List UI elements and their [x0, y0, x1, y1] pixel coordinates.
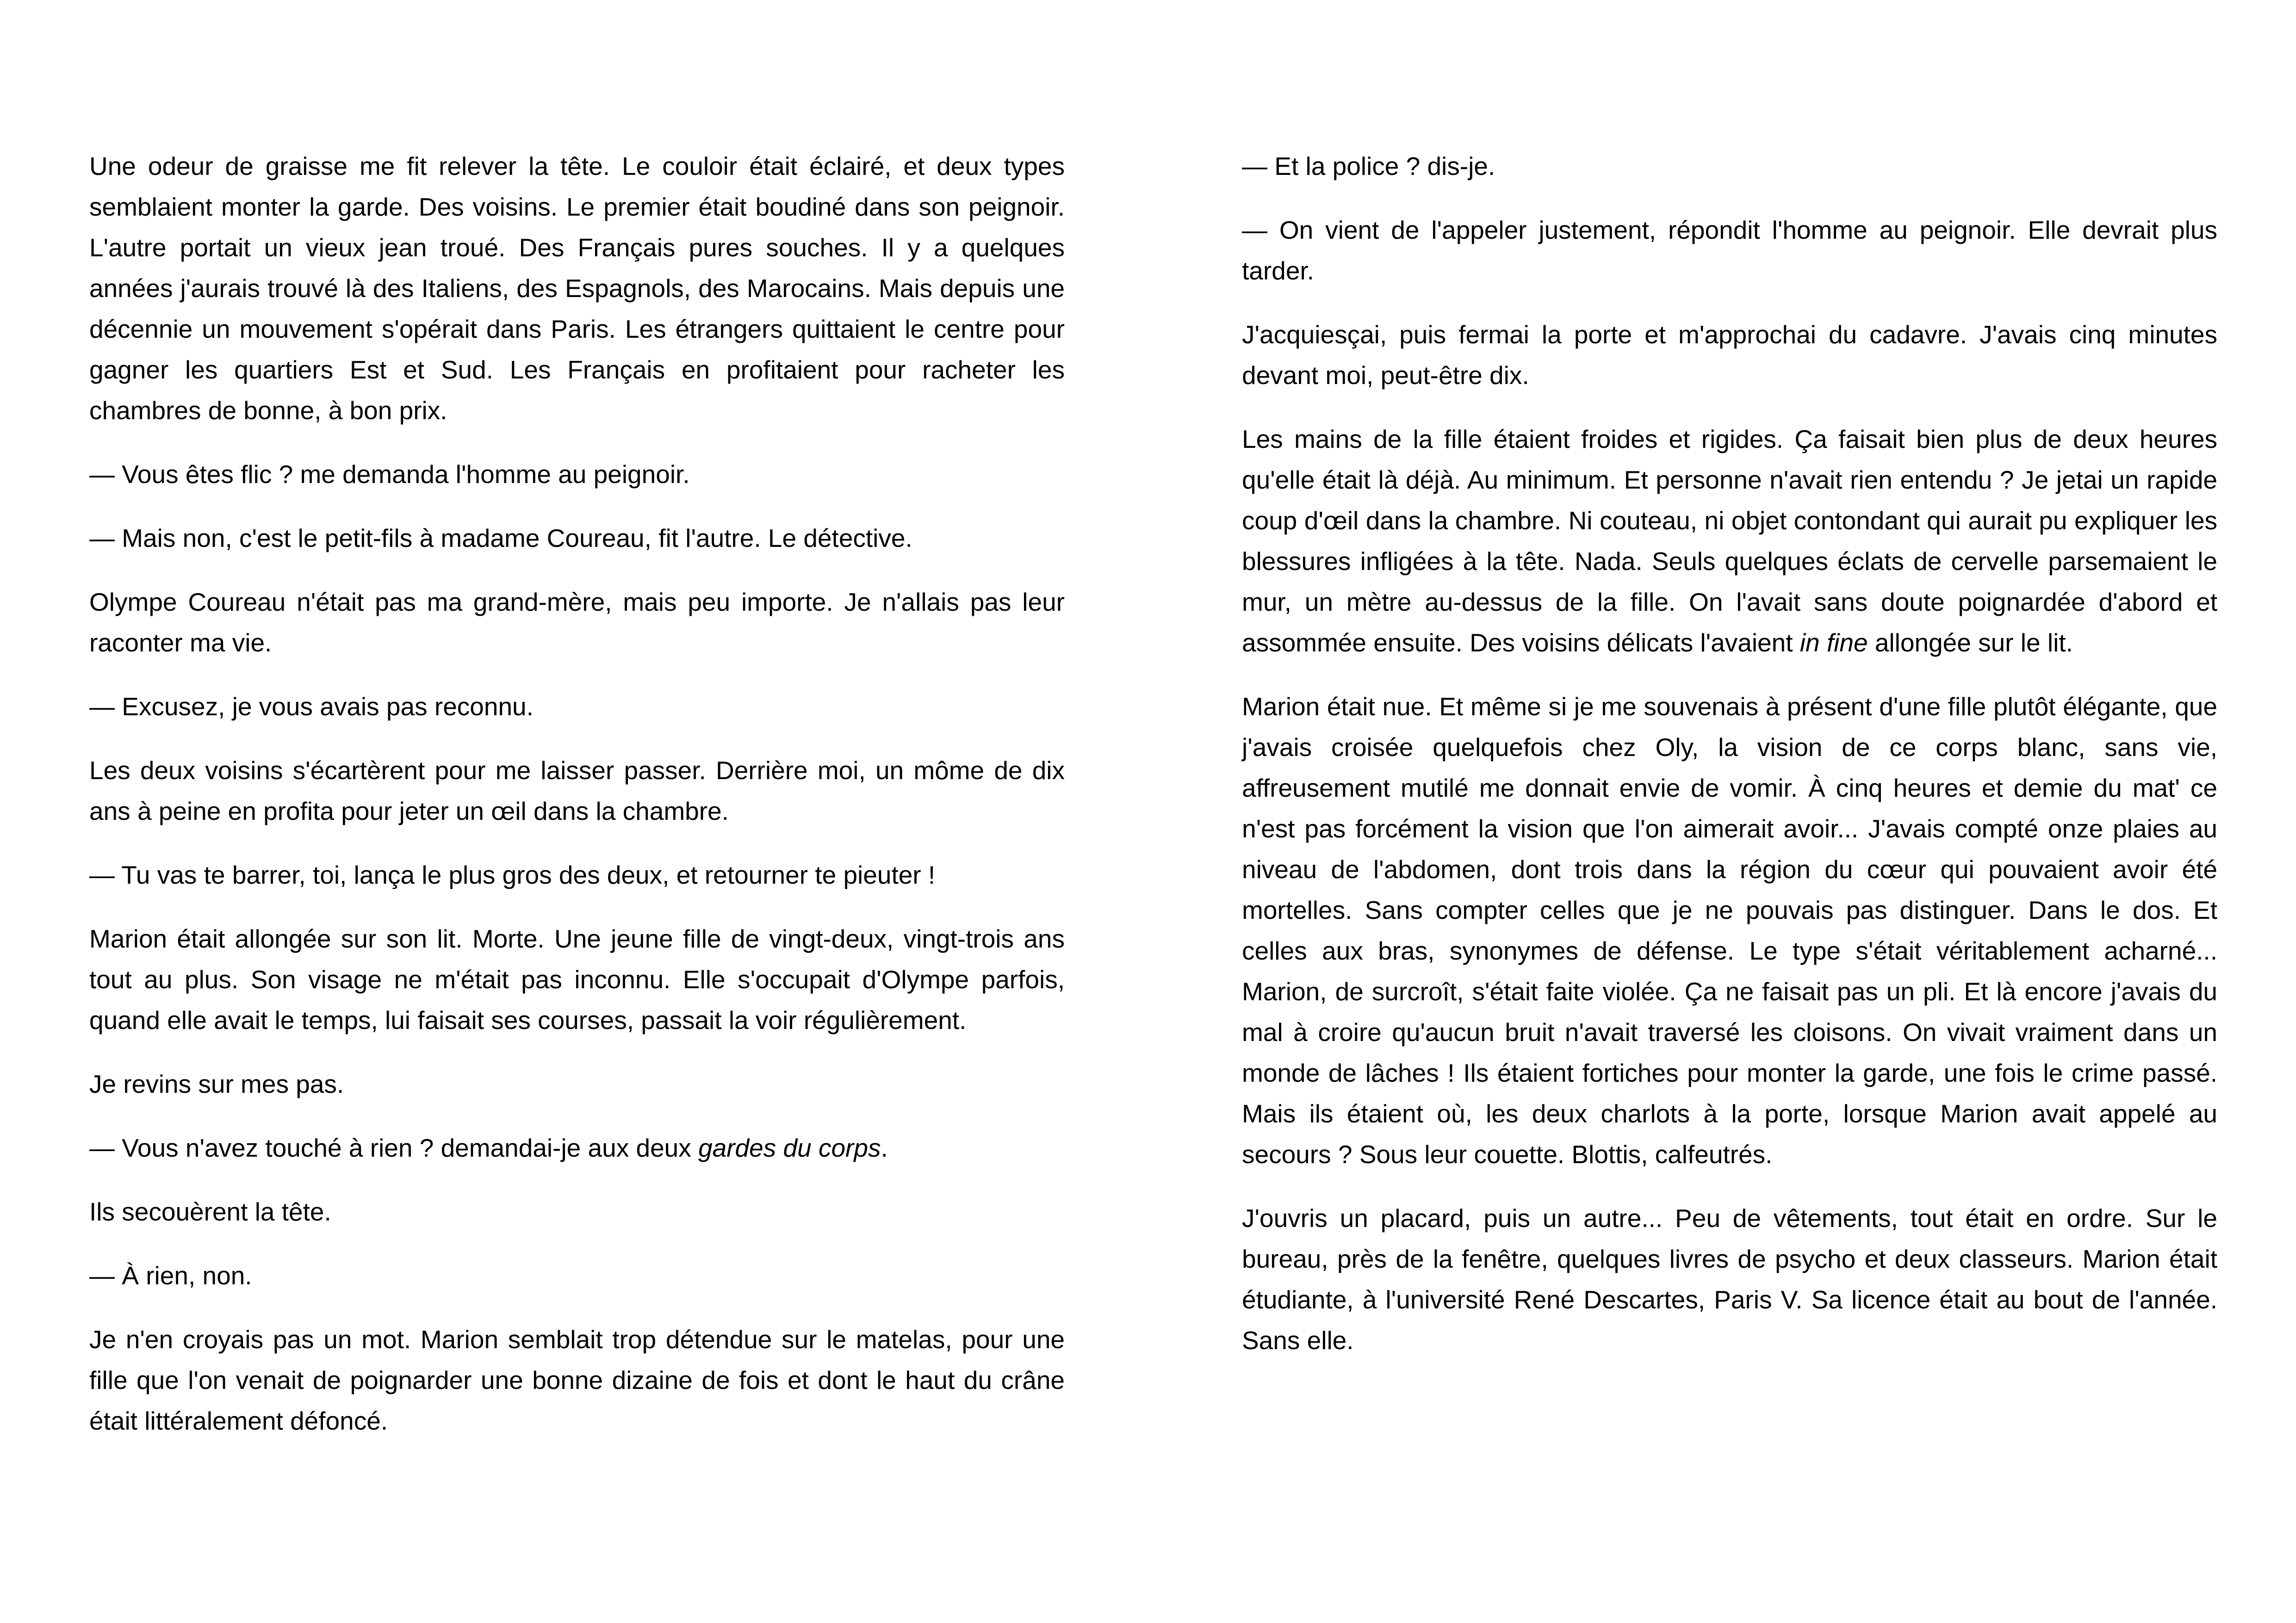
paragraph: Marion était allongée sur son lit. Morte. Une jeune fille de vingt-deux, vingt-trois ans tout au plus. Son visage ne m'était pas inconnu. Elle s'occupait d'Olympe parfois, quand elle avait le temps, lui faisait ses courses, passait la voir régulièrement. — [89, 924, 1065, 1035]
right-column — [1242, 146, 2217, 1384]
paragraph — [1242, 419, 2217, 663]
text-run: . — [881, 1134, 888, 1162]
paragraph: — À rien, non. — [89, 1261, 252, 1290]
paragraph: Une odeur de graisse me fit relever la tête. Le couloir était éclairé, et deux types semblaient monter la garde. Des voisins. Le premier était boudiné dans son peignoir. L'autre portait un vieux jean troué. Des Français pures souches. Il y a quelques années j'aurais trouvé là des Italiens, des Espagnols, des Marocains. Mais depuis une décennie un mouvement s'opérait dans Paris. Les étrangers quittaient le centre pour gagner les quartiers Est et Sud. Les Français en profitaient pour racheter les chambres de bonne, à bon prix. — [89, 152, 1065, 425]
paragraph: Les deux voisins s'écartèrent pour me laisser passer. Derrière moi, un môme de dix ans à peine en profita pour jeter un œil dans la chambre. — [89, 756, 1065, 825]
paragraph: — Tu vas te barrer, toi, lança le plus gros des deux, et retourner te pieuter ! — [89, 861, 936, 889]
paragraph: — Et la police ? dis-je. — [1242, 152, 1496, 180]
text-run: — Vous n'avez touché à rien ? demandai-je aux deux — [89, 1134, 699, 1162]
paragraph: — Excusez, je vous avais pas reconnu. — [89, 692, 534, 721]
left-column — [89, 146, 1065, 1464]
paragraph: — Vous êtes flic ? me demanda l'homme au peignoir. — [89, 460, 690, 489]
paragraph: Olympe Coureau n'était pas ma grand-mère, mais peu importe. Je n'allais pas leur raconter ma vie. — [89, 588, 1065, 657]
paragraph: J'acquiesçai, puis fermai la porte et m'approchai du cadavre. J'avais cinq minutes devant moi, peut-être dix. — [1242, 320, 2217, 390]
text-run: allongée sur le lit. — [1868, 628, 2073, 657]
paragraph — [89, 1127, 1065, 1168]
paragraph: J'ouvris un placard, puis un autre... Peu de vêtements, tout était en ordre. Sur le bureau, près de la fenêtre, quelques livres de psycho et deux classeurs. Marion était étudiante, à l'université René Descartes, Paris V. Sa licence était au bout de l'année. Sans elle. — [1242, 1204, 2217, 1355]
paragraph: — Mais non, c'est le petit-fils à madame Coureau, fit l'autre. Le détective. — [89, 524, 912, 552]
italic-text: in fine — [1800, 628, 1868, 657]
paragraph: Je revins sur mes pas. — [89, 1070, 344, 1098]
italic-text: gardes du corps — [698, 1134, 881, 1162]
paragraph: Ils secouèrent la tête. — [89, 1197, 331, 1226]
paragraph: Je n'en croyais pas un mot. Marion semblait trop détendue sur le matelas, pour une fille que l'on venait de poignarder une bonne dizaine de fois et dont le haut du crâne était littéralement défoncé. — [89, 1325, 1065, 1435]
paragraph: — On vient de l'appeler justement, répondit l'homme au peignoir. Elle devrait plus tarder. — [1242, 216, 2217, 285]
text-run: Les mains de la fille étaient froides et rigides. Ça faisait bien plus de deux heures qu'elle était là déjà. Au minimum. Et personne n'avait rien entendu ? Je jetai un rapide coup d'œil dans la chambre. Ni couteau, ni objet contondant qui aurait pu expliquer les blessures infligées à la tête. Nada. Seuls quelques éclats de cervelle parsemaient le mur, un mètre au-dessus de la fille. On l'avait sans doute poignardée d'abord et assommée ensuite. Des voisins délicats l'avaient — [1242, 425, 2217, 657]
paragraph: Marion était nue. Et même si je me souvenais à présent d'une fille plutôt élégante, que j'avais croisée quelquefois chez Oly, la vision de ce corps blanc, sans vie, affreusement mutilé me donnait envie de vomir. À cinq heures et demie du mat' ce n'est pas forcément la vision que l'on aimerait avoir... J'avais compté onze plaies au niveau de l'abdomen, dont trois dans la région du cœur qui pouvaient avoir été mortelles. Sans compter celles que je ne pouvais pas distinguer. Dans le dos. Et celles aux bras, synonymes de défense. Le type s'était véritablement acharné... Marion, de surcroît, s'était faite violée. Ça ne faisait pas un pli. Et là encore j'avais du mal à croire qu'aucun bruit n'avait traversé les cloisons. On vivait vraiment dans un monde de lâches ! Ils étaient fortiches pour monter la garde, une fois le crime passé. Mais ils étaient où, les deux charlots à la porte, lorsque Marion avait appelé au secours ? Sous leur couette. Blottis, calfeutrés. — [1242, 692, 2217, 1169]
